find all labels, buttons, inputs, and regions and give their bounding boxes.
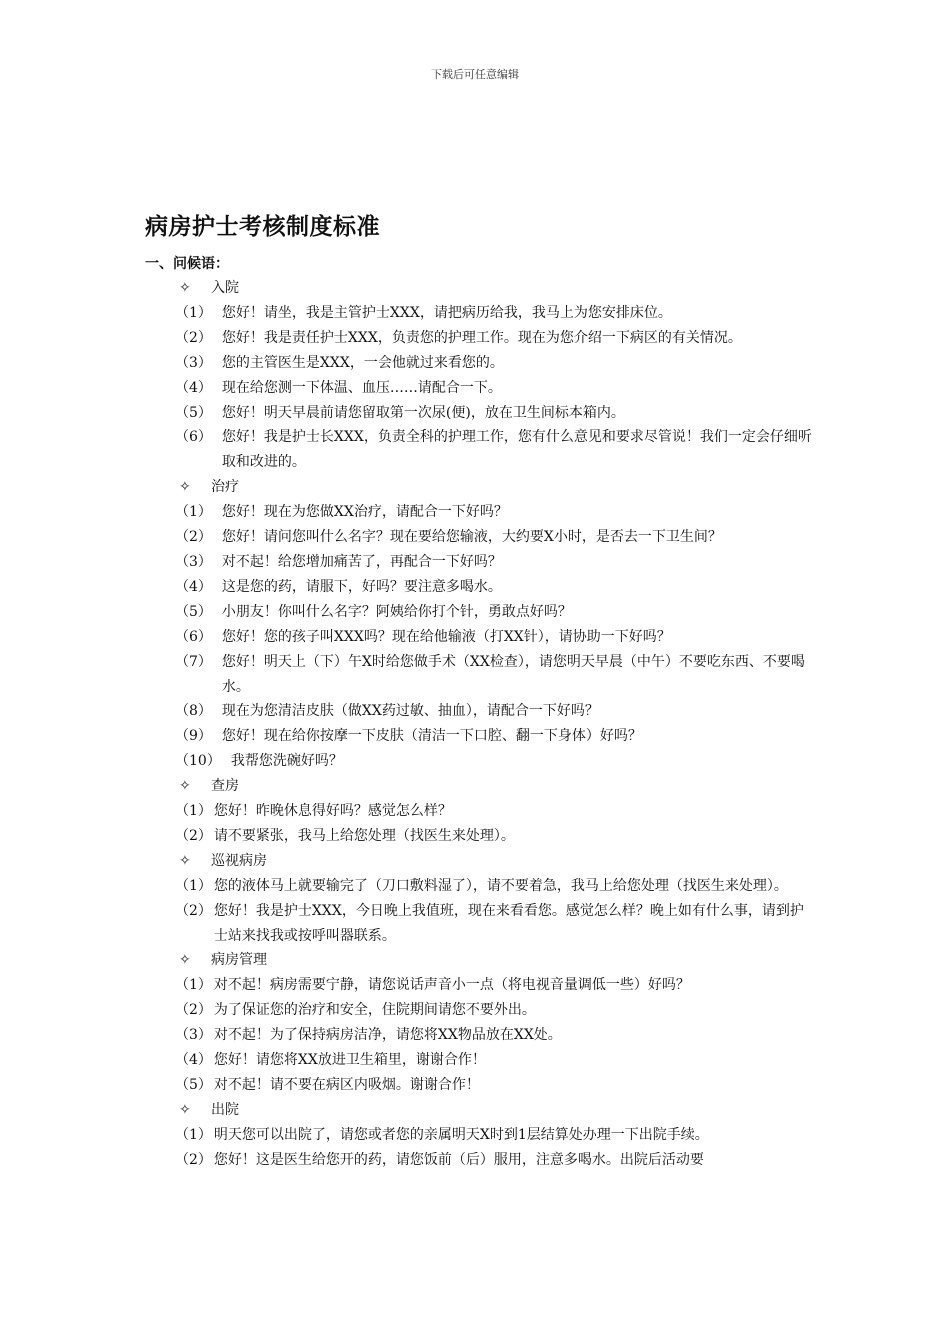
subsection-label: 病房管理: [211, 952, 267, 969]
item-number: （1）: [175, 504, 212, 521]
item-number: （2）: [175, 329, 212, 346]
subsection-heading: [175, 948, 825, 973]
subsection-heading: [175, 276, 825, 301]
item-text: 对不起！病房需要宁静，请您说话声音小一点（将电视音量调低一些）好吗？: [213, 977, 690, 994]
item-number: （1）: [175, 977, 212, 994]
list-item: [175, 1123, 825, 1148]
item-number: （2）: [175, 529, 212, 546]
item-text: 您的液体马上就要输完了（刀口敷料湿了），请不要着急，我马上给您处理（找医生来处理）。: [213, 877, 788, 894]
item-text: 您好！这是医生给您开的药，请您饭前（后）服用，注意多喝水。出院后活动要: [213, 1151, 704, 1168]
subsection-label: 出院: [211, 1101, 239, 1118]
item-text: 您好！现在为您做XX治疗，请配合一下好吗？: [221, 504, 508, 521]
list-item: [175, 799, 825, 824]
item-text: 您好！明天上（下）午X时给您做手术（XX检查），请您明天早晨（中午）不要吃东西、不要喝水。: [221, 653, 805, 695]
item-number: （6）: [175, 628, 212, 645]
item-number: （7）: [175, 653, 212, 670]
item-number: （1）: [175, 1126, 212, 1143]
item-number: （1）: [175, 803, 212, 820]
list-item: [175, 600, 825, 625]
list-item: [175, 625, 825, 650]
list-item: [175, 824, 825, 849]
item-number: （9）: [175, 728, 212, 745]
list-item: [175, 724, 825, 749]
list-item: [175, 1148, 825, 1173]
item-text: 您好！明天早晨前请您留取第一次尿(便)，放在卫生间标本箱内。: [221, 404, 625, 421]
item-text: 明天您可以出院了，请您或者您的亲属明天X时到1层结算处办理一下出院手续。: [213, 1126, 709, 1143]
list-item: [175, 699, 825, 724]
item-text: 您好！我是责任护士XXX，负责您的护理工作。现在为您介绍一下病区的有关情况。: [221, 329, 742, 346]
item-number: （5）: [175, 603, 212, 620]
item-number: （6）: [175, 429, 212, 446]
item-text: 您好！请坐，我是主管护士XXX，请把病历给我，我马上为您安排床位。: [221, 304, 672, 321]
item-number: （3）: [175, 553, 212, 570]
list-item: [175, 525, 825, 550]
item-number: （1）: [175, 304, 212, 321]
diamond-bullet-icon: ✧: [179, 778, 191, 795]
list-item: [175, 326, 825, 351]
item-text: 您的主管医生是XXX，一会他就过来看您的。: [221, 354, 504, 371]
item-number: （3）: [175, 354, 212, 371]
diamond-bullet-icon: ✧: [179, 952, 191, 969]
subsection-heading: [175, 1098, 825, 1123]
item-text: 对不起！给您增加痛苦了，再配合一下好吗？: [221, 553, 502, 570]
item-number: （2）: [175, 1002, 212, 1019]
subsection-heading: [175, 849, 825, 874]
list-item: [175, 1023, 825, 1048]
list-item: [175, 376, 825, 401]
page-header-note: 下载后可任意编辑: [431, 68, 519, 81]
item-text: 为了保证您的治疗和安全，住院期间请您不要外出。: [213, 1002, 536, 1019]
item-text: 您好！昨晚休息得好吗？感觉怎么样？: [213, 803, 452, 820]
subsection-label: 查房: [211, 778, 239, 795]
item-number: （4）: [175, 1052, 212, 1069]
item-number: （3）: [175, 1027, 212, 1044]
item-text: 小朋友！你叫什么名字？阿姨给你打个针，勇敢点好吗？: [221, 603, 572, 620]
item-number: （4）: [175, 578, 212, 595]
list-item: [175, 550, 825, 575]
list-item: [175, 874, 825, 899]
list-item: [175, 650, 825, 700]
document-title: 病房护士考核制度标准: [145, 213, 380, 240]
subsection-label: 治疗: [211, 479, 239, 496]
diamond-bullet-icon: ✧: [179, 479, 191, 496]
subsection-heading: [175, 475, 825, 500]
item-text: 我帮您洗碗好吗？: [230, 753, 343, 770]
diamond-bullet-icon: ✧: [179, 280, 191, 296]
item-number: （5）: [175, 404, 212, 421]
list-item: [175, 749, 825, 774]
item-number: （8）: [175, 703, 212, 720]
item-text: 您好！我是护士长XXX，负责全科的护理工作，您有什么意见和要求尽管说！我们一定会仔细听取和改进的。: [221, 429, 812, 471]
list-item: [175, 1048, 825, 1073]
item-text: 您好！请问您叫什么名字？现在要给您输液，大约要X小时，是否去一下卫生间？: [221, 529, 722, 546]
list-item: [175, 351, 825, 376]
item-text: 现在为您清洁皮肤（做XX药过敏、抽血），请配合一下好吗？: [221, 703, 599, 720]
list-item: [175, 401, 825, 426]
item-text: 您好！您的孩子叫XXX吗？现在给他输液（打XX针），请协助一下好吗？: [221, 628, 671, 645]
item-number: （2）: [175, 1151, 212, 1168]
subsection-label: 巡视病房: [211, 852, 267, 869]
list-item: [175, 575, 825, 600]
item-number: （5）: [175, 1077, 212, 1093]
document-body: [175, 276, 825, 1173]
list-item: [175, 899, 825, 949]
section-heading-greetings: 一、问候语：: [145, 256, 229, 272]
item-text: 您好！我是护士XXX，今日晚上我值班，现在来看看您。感觉怎么样？晚上如有什么事，请到护士站来找我或按呼叫器联系。: [213, 902, 804, 944]
diamond-bullet-icon: ✧: [179, 1101, 191, 1118]
item-number: （10）: [175, 753, 221, 770]
list-item: [175, 500, 825, 525]
list-item: [175, 973, 825, 998]
item-number: （2）: [175, 902, 212, 919]
item-text: 您好！现在给你按摩一下皮肤（清洁一下口腔、翻一下身体）好吗？: [221, 728, 642, 745]
list-item: [175, 425, 825, 475]
item-text: 对不起！为了保持病房洁净，请您将XX物品放在XX处。: [213, 1027, 562, 1044]
list-item: [175, 301, 825, 326]
item-number: （2）: [175, 827, 212, 844]
list-item: [175, 1073, 825, 1098]
list-item: [175, 998, 825, 1023]
item-number: （4）: [175, 379, 212, 396]
subsection-heading: [175, 774, 825, 799]
item-text: 这是您的药，请服下，好吗？要注意多喝水。: [221, 578, 502, 595]
item-text: 您好！请您将XX放进卫生箱里，谢谢合作！: [213, 1052, 486, 1069]
subsection-label: 入院: [211, 280, 239, 296]
item-number: （1）: [175, 877, 212, 894]
item-text: 现在给您测一下体温、血压……请配合一下。: [221, 379, 502, 396]
diamond-bullet-icon: ✧: [179, 852, 191, 869]
item-text: 请不要紧张，我马上给您处理（找医生来处理）。: [213, 827, 515, 844]
item-text: 对不起！请不要在病区内吸烟。谢谢合作！: [213, 1077, 480, 1093]
